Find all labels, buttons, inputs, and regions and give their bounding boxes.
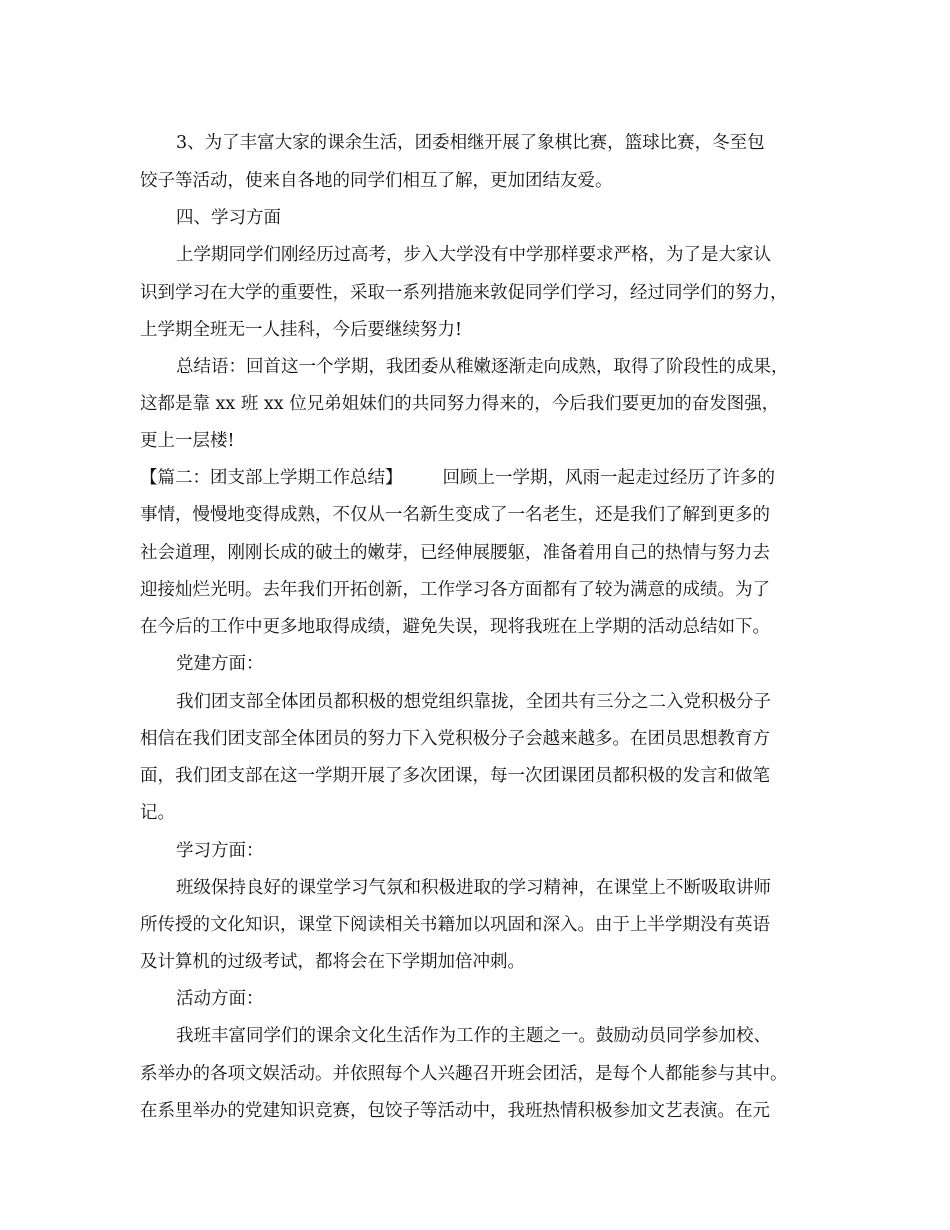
- paragraph-line: 班级保持良好的课堂学习气氛和积极进取的学习精神，在课堂上不断吸取讲师: [176, 878, 771, 898]
- paragraph-line: 面，我们团支部在这一学期开展了多次团课，每一次团课团员都积极的发言和做笔: [140, 766, 770, 786]
- section-heading: 党建方面：: [176, 654, 264, 674]
- paragraph-line: 我班丰富同学们的课余文化生活作为工作的主题之一。鼓励动员同学参加校、: [176, 1026, 771, 1046]
- paragraph-line: 社会道理，刚刚长成的破土的嫩芽，已经伸展腰躯，准备着用自己的热情与努力去: [140, 543, 770, 563]
- paragraph-line: 上学期同学们刚经历过高考，步入大学没有中学那样要求严格，为了是大家认: [176, 245, 771, 265]
- paragraph-text: 回顾上一学期，风雨一起走过经历了许多的: [442, 468, 775, 488]
- paragraph-line: 及计算机的过级考试，都将会在下学期加倍冲刺。: [140, 952, 525, 972]
- paragraph-line: 事情，慢慢地变得成熟，不仅从一名新生变成了一名老生，还是我们了解到更多的: [140, 505, 770, 525]
- paragraph-line: 识到学习在大学的重要性，采取一系列措施来敦促同学们学习，经过同学们的努力，: [140, 283, 788, 303]
- article-heading-line: [140, 467, 775, 489]
- paragraph-line: 更上一层楼!: [140, 431, 235, 451]
- paragraph-line: 总结语：回首这一个学期，我团委从稚嫩逐渐走向成熟，取得了阶段性的成果，: [176, 357, 789, 377]
- section-heading: 活动方面：: [176, 989, 264, 1009]
- paragraph-line: 所传授的文化知识，课堂下阅读相关书籍加以巩固和深入。由于上半学期没有英语: [140, 915, 770, 935]
- paragraph-line: 记。: [140, 803, 175, 823]
- paragraph-line: 系举办的各项文娱活动。并依照每个人兴趣召开班会团活，是每个人都能参与其中。: [140, 1064, 788, 1084]
- paragraph-line: 饺子等活动，使来自各地的同学们相互了解，更加团结友爱。: [140, 171, 613, 191]
- paragraph-line: 3、为了丰富大家的课余生活，团委相继开展了象棋比赛，篮球比赛，冬至包: [176, 133, 765, 153]
- section-heading: 四、学习方面: [176, 208, 281, 228]
- paragraph-line: 相信在我们团支部全体团员的努力下入党积极分子会越来越多。在团员思想教育方: [140, 729, 770, 749]
- paragraph-line: 在系里举办的党建知识竞赛，包饺子等活动中，我班热情积极参加文艺表演。在元: [140, 1101, 770, 1121]
- section-heading: 学习方面：: [176, 841, 264, 861]
- article-heading: 【篇二：团支部上学期工作总结】: [140, 468, 403, 488]
- paragraph-line: 这都是靠 xx 班 xx 位兄弟姐妹们的共同努力得来的，今后我们要更加的奋发图强，: [140, 394, 780, 414]
- paragraph-line: 迎接灿烂光明。去年我们开拓创新，工作学习各方面都有了较为满意的成绩。为了: [140, 580, 770, 600]
- paragraph-line: 在今后的工作中更多地取得成绩，避免失误，现将我班在上学期的活动总结如下。: [140, 617, 770, 637]
- paragraph-line: 我们团支部全体团员都积极的想党组织靠拢，全团共有三分之二入党积极分子: [176, 692, 771, 712]
- paragraph-line: 上学期全班无一人挂科，今后要继续努力!: [140, 320, 463, 340]
